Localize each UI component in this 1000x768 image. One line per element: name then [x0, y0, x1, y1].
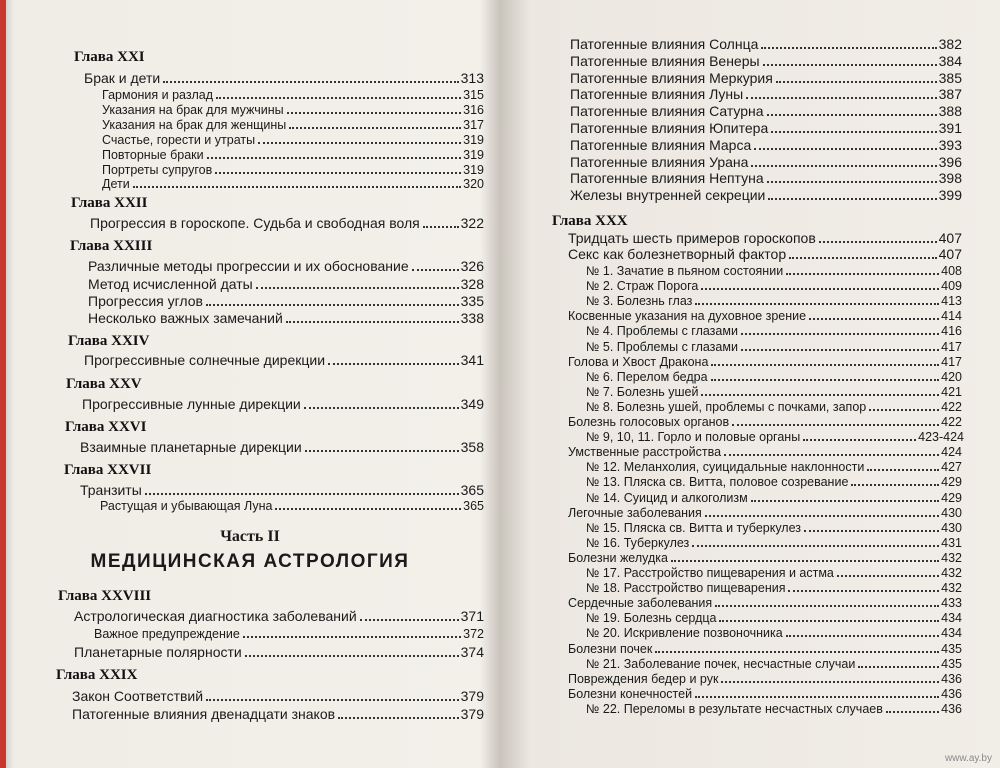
toc-entry[interactable] [586, 324, 962, 339]
dot-leader [163, 81, 458, 83]
toc-entry[interactable] [586, 340, 962, 355]
page-number: 365 [463, 499, 484, 513]
toc-entry[interactable] [570, 53, 962, 69]
toc-entry[interactable] [568, 309, 962, 324]
toc-entry[interactable] [586, 400, 962, 415]
entry-title: Умственные расстройства [568, 445, 722, 460]
dot-leader [804, 530, 939, 532]
page-number: 422 [941, 399, 962, 414]
toc-entry[interactable] [586, 264, 962, 279]
toc-entry[interactable] [586, 294, 962, 309]
dot-leader [360, 619, 459, 621]
entry-title: Метод исчисленной даты [88, 276, 253, 292]
entry-title: № 14. Суицид и алкоголизм [586, 490, 748, 505]
page-number: 408 [941, 264, 962, 278]
page-number: 434 [941, 626, 962, 641]
part-title: МЕДИЦИНСКАЯ АСТРОЛОГИЯ [90, 551, 410, 572]
dot-leader [206, 304, 459, 306]
page-number: 319 [463, 133, 484, 147]
page-number: 349 [460, 396, 484, 412]
dot-leader [695, 303, 939, 305]
entry-title: № 7. Болезнь ушей [586, 384, 699, 399]
entry-title: Болезни почек [568, 641, 653, 656]
toc-entry[interactable] [586, 491, 962, 506]
entry-title: Патогенные влияния Луны [570, 86, 744, 103]
entry-title: № 21. Заболевание почек, несчастные случаи [586, 656, 856, 671]
dot-leader [754, 148, 936, 150]
dot-leader [767, 181, 937, 183]
dot-leader [776, 81, 937, 83]
toc-entry[interactable] [90, 215, 484, 232]
page-number: 431 [941, 535, 962, 550]
page-number: 371 [460, 608, 484, 624]
entry-title: Повторные браки [102, 148, 204, 162]
entry-title: Транзиты [80, 482, 142, 498]
entry-title: Несколько важных замечаний [88, 310, 283, 326]
dot-leader [858, 666, 939, 668]
dot-leader [867, 469, 939, 471]
toc-entry[interactable] [74, 644, 484, 661]
dot-leader [886, 711, 939, 713]
entry-title: Прогрессия углов [88, 293, 203, 309]
toc-entry[interactable] [570, 154, 962, 170]
entry-title: Патогенные влияния Сатурна [570, 103, 764, 120]
dot-leader [289, 127, 461, 129]
page-number: 398 [938, 170, 962, 187]
page-number: 317 [463, 118, 484, 132]
dot-leader [819, 241, 937, 243]
page-number: 421 [941, 384, 962, 399]
entry-title: Болезни желудка [568, 550, 668, 565]
toc-entry[interactable] [88, 293, 484, 310]
dot-leader [216, 97, 461, 99]
chapter-heading: Глава XXIX [56, 667, 138, 683]
page-number: 430 [941, 520, 962, 535]
page-number: 416 [941, 324, 962, 339]
toc-entry[interactable] [72, 706, 484, 723]
toc-entry[interactable] [84, 352, 484, 369]
toc-entry[interactable] [570, 137, 962, 153]
entry-title: № 19. Болезнь сердца [586, 611, 717, 626]
chapter-heading: Глава XXV [66, 376, 142, 392]
toc-entry[interactable] [586, 370, 962, 385]
chapter-heading: Глава XXX [552, 213, 628, 229]
page-number: 313 [460, 70, 484, 86]
entry-title: Патогенные влияния Венеры [570, 52, 760, 69]
toc-entry[interactable] [568, 230, 962, 246]
toc-entry[interactable] [568, 415, 962, 430]
entry-title: Гармония и разлад [102, 88, 213, 102]
toc-entry[interactable] [102, 118, 484, 133]
dot-leader [304, 407, 459, 409]
toc-entry[interactable] [100, 499, 484, 514]
page-number: 429 [941, 490, 962, 505]
dot-leader [751, 165, 936, 167]
page-number: 420 [941, 369, 962, 384]
entry-title: Взаимные планетарные дирекции [80, 439, 302, 455]
entry-title: Патогенные влияния Юпитера [570, 120, 769, 136]
toc-entry[interactable] [570, 36, 962, 52]
dot-leader [133, 186, 461, 188]
entry-title: № 18. Расстройство пищеварения [586, 581, 786, 596]
page-number: 365 [460, 482, 484, 498]
page-number: 322 [460, 215, 484, 231]
entry-title: Прогрессия в гороскопе. Судьба и свободная воля [90, 215, 420, 231]
page-number: 319 [463, 163, 484, 177]
toc-entry[interactable] [586, 430, 964, 445]
dot-leader [786, 635, 939, 637]
page-number: 436 [941, 671, 962, 686]
dot-leader [771, 131, 936, 133]
entry-title: Астрологическая диагностика заболеваний [74, 608, 357, 624]
page-number: 436 [941, 701, 962, 716]
toc-entry[interactable] [570, 70, 962, 86]
page-number: 358 [460, 439, 484, 455]
dot-leader [692, 545, 939, 547]
entry-title: Железы внутренней секреции [570, 187, 766, 204]
page-number: 435 [941, 641, 962, 656]
entry-title: Прогрессивные лунные дирекции [82, 396, 301, 412]
entry-title: № 2. Страж Порога [586, 279, 699, 294]
toc-entry[interactable] [586, 460, 962, 475]
toc-entry[interactable] [568, 642, 962, 657]
entry-title: № 13. Пляска св. Витта, половое созревание [586, 475, 849, 490]
chapter-heading: Глава XXVI [65, 419, 147, 435]
dot-leader [275, 508, 461, 510]
entry-title: Счастье, горести и утраты [102, 133, 256, 147]
dot-leader [869, 409, 939, 411]
toc-entry[interactable] [568, 551, 962, 566]
entry-title: № 3. Болезнь глаз [586, 294, 693, 309]
page-number: 391 [938, 120, 962, 136]
entry-title: Тридцать шесть примеров гороскопов [568, 230, 816, 246]
toc-entry[interactable] [568, 445, 962, 460]
page-number: 429 [941, 475, 962, 490]
entry-title: Косвенные указания на духовное зрение [568, 309, 807, 324]
toc-entry[interactable] [568, 596, 962, 611]
dot-leader [423, 226, 459, 228]
entry-title: Важное предупреждение [94, 627, 240, 641]
entry-title: № 5. Проблемы с глазами [586, 339, 738, 354]
page-number: 316 [463, 103, 484, 117]
page-number: 407 [938, 246, 962, 262]
page-number: 328 [460, 276, 484, 292]
toc-entry[interactable] [102, 163, 484, 178]
toc-entry[interactable] [102, 103, 484, 118]
dot-leader [711, 364, 939, 366]
page-number: 413 [941, 294, 962, 309]
toc-entry[interactable] [568, 246, 962, 262]
dot-leader [715, 605, 939, 607]
dot-leader [206, 699, 459, 701]
page-number: 417 [941, 339, 962, 354]
dot-leader [655, 651, 939, 653]
entry-title: № 17. Расстройство пищеварения и астма [586, 566, 834, 580]
toc-entry[interactable] [586, 521, 962, 536]
toc-entry[interactable] [570, 170, 962, 186]
toc-entry[interactable] [72, 688, 484, 705]
dot-leader [328, 363, 459, 365]
page-number: 372 [463, 627, 484, 641]
entry-title: Патогенные влияния Солнца [570, 36, 759, 52]
entry-title: Патогенные влияния двенадцати знаков [72, 706, 336, 722]
page-number: 436 [941, 686, 962, 701]
page-number: 407 [938, 230, 962, 246]
entry-title: Патогенные влияния Марса [570, 136, 752, 153]
page-number: 423-424 [918, 430, 964, 445]
dot-leader [695, 696, 939, 698]
toc-entry[interactable] [586, 611, 962, 626]
toc-entry[interactable] [586, 475, 962, 490]
left-page [14, 0, 486, 768]
entry-title: Растущая и убывающая Луна [100, 499, 273, 513]
page-number: 387 [938, 86, 962, 103]
dot-leader [788, 590, 939, 592]
entry-title: № 12. Меланхолия, суицидальные наклонности [586, 460, 865, 475]
page-number: 319 [463, 148, 484, 162]
dot-leader [701, 288, 939, 290]
page-number: 393 [938, 136, 962, 153]
dot-leader [145, 493, 459, 495]
toc-entry[interactable] [586, 279, 962, 294]
dot-leader [711, 379, 940, 381]
entry-title: Дети [102, 177, 130, 191]
entry-title: Повреждения бедер и рук [568, 671, 719, 686]
page-number: 399 [938, 187, 962, 204]
toc-entry[interactable] [88, 258, 484, 275]
toc-entry[interactable] [94, 627, 484, 642]
page-number: 427 [941, 460, 962, 475]
page-number: 434 [941, 611, 962, 626]
toc-entry[interactable] [102, 148, 484, 163]
entry-title: № 6. Перелом бедра [586, 369, 708, 384]
entry-title: Брак и дети [84, 70, 161, 86]
chapter-heading: Глава XXVII [64, 462, 152, 478]
page-number: 320 [463, 177, 484, 191]
entry-title: № 22. Переломы в результате несчастных случаев [586, 701, 883, 716]
page-number: 414 [941, 309, 962, 324]
page-number: 341 [460, 352, 484, 368]
page-number: 424 [941, 445, 962, 460]
chapter-heading: Глава XXIII [70, 238, 153, 254]
page-number: 388 [938, 103, 962, 120]
page-number: 396 [938, 153, 962, 170]
entry-title: Сердечные заболевания [568, 596, 713, 611]
page-number: 385 [938, 69, 962, 86]
entry-title: № 9, 10, 11. Горло и половые органы [586, 430, 801, 445]
dot-leader [732, 424, 939, 426]
page-number: 433 [941, 596, 962, 611]
toc-entry[interactable] [570, 103, 962, 119]
dot-leader [207, 157, 462, 159]
toc-entry[interactable] [88, 310, 484, 327]
entry-title: Различные методы прогрессии и их обоснование [88, 258, 409, 274]
dot-leader [243, 636, 461, 638]
entry-title: Указания на брак для женщины [102, 118, 287, 132]
dot-leader [671, 560, 939, 562]
page-number: 384 [938, 52, 962, 69]
entry-title: Патогенные влияния Урана [570, 153, 749, 170]
dot-leader [256, 287, 459, 289]
chapter-heading: Глава XXVIII [58, 588, 152, 604]
dot-leader [338, 717, 459, 719]
dot-leader [763, 64, 937, 66]
dot-leader [258, 142, 461, 144]
toc-entry[interactable] [74, 608, 484, 625]
right-page [516, 0, 990, 768]
toc-entry[interactable] [586, 581, 962, 596]
dot-leader [741, 333, 939, 335]
entry-title: Болезни конечностей [568, 686, 693, 701]
entry-title: № 15. Пляска св. Витта и туберкулез [586, 520, 802, 535]
page-number: 326 [460, 258, 484, 274]
dot-leader [245, 655, 459, 657]
entry-title: № 20. Искривление позвоночника [586, 626, 783, 641]
entry-title: Патогенные влияния Нептуна [570, 170, 764, 187]
page-number: 338 [460, 310, 484, 326]
page-number: 379 [460, 688, 484, 704]
page-number: 409 [941, 279, 962, 294]
toc-entry[interactable] [102, 133, 484, 148]
toc-entry[interactable] [568, 355, 962, 370]
page-number: 432 [941, 566, 962, 580]
toc-entry[interactable] [80, 482, 484, 499]
page-number: 379 [460, 706, 484, 722]
dot-leader [724, 454, 939, 456]
dot-leader [746, 97, 936, 99]
dot-leader [721, 681, 939, 683]
entry-title: Указания на брак для мужчины [102, 103, 284, 117]
entry-title: Закон Соответствий [72, 688, 204, 704]
entry-title: Голова и Хвост Дракона [568, 354, 709, 369]
toc-entry[interactable] [570, 187, 962, 203]
dot-leader [803, 439, 916, 441]
toc-entry[interactable] [586, 536, 962, 551]
dot-leader [789, 257, 937, 259]
dot-leader [761, 47, 936, 49]
toc-entry[interactable] [80, 439, 484, 456]
dot-leader [837, 575, 939, 577]
page-number: 382 [938, 36, 962, 52]
chapter-heading: Глава XXI [74, 49, 145, 65]
entry-title: Прогрессивные солнечные дирекции [84, 352, 326, 368]
entry-title: Болезнь голосовых органов [568, 415, 730, 429]
dot-leader [215, 172, 461, 174]
entry-title: Легочные заболевания [568, 505, 702, 520]
page-number: 430 [941, 505, 962, 520]
toc-entry[interactable] [586, 626, 962, 641]
entry-title: № 16. Туберкулез [586, 535, 690, 550]
page-number: 432 [941, 581, 962, 596]
chapter-heading: Глава XXII [71, 195, 148, 211]
dot-leader [851, 484, 939, 486]
toc-entry[interactable] [570, 120, 962, 136]
entry-title: Портреты супругов [102, 163, 213, 177]
toc-entry[interactable] [84, 70, 484, 87]
toc-entry[interactable] [586, 702, 962, 717]
dot-leader [809, 318, 939, 320]
toc-entry[interactable] [102, 88, 484, 103]
toc-entry[interactable] [568, 506, 962, 521]
dot-leader [786, 273, 939, 275]
page-number: 435 [941, 656, 962, 671]
entry-title: № 4. Проблемы с глазами [586, 324, 738, 339]
toc-entry[interactable] [568, 687, 962, 702]
dot-leader [767, 114, 937, 116]
page-number: 374 [460, 644, 484, 660]
toc-entry[interactable] [570, 86, 962, 102]
entry-title: Патогенные влияния Меркурия [570, 69, 773, 86]
dot-leader [305, 450, 459, 452]
watermark: www.ay.by [944, 753, 992, 764]
toc-entry[interactable] [586, 657, 962, 672]
dot-leader [741, 349, 939, 351]
entry-title: Секс как болезнетворный фактор [568, 246, 787, 262]
page-number: 417 [941, 354, 962, 369]
page-number: 432 [941, 550, 962, 565]
dot-leader [768, 198, 936, 200]
dot-leader [412, 269, 459, 271]
toc-entry[interactable] [568, 672, 962, 687]
toc-entry[interactable] [82, 396, 484, 413]
toc-entry[interactable] [88, 276, 484, 293]
toc-entry[interactable] [586, 566, 962, 581]
page-number: 335 [460, 293, 484, 309]
dot-leader [286, 321, 459, 323]
part-label: Часть II [220, 528, 280, 545]
entry-title: № 8. Болезнь ушей, проблемы с почками, запор [586, 399, 867, 414]
dot-leader [751, 500, 939, 502]
dot-leader [705, 515, 939, 517]
dot-leader [719, 620, 939, 622]
page-number: 315 [463, 88, 484, 102]
entry-title: № 1. Зачатие в пьяном состоянии [586, 264, 784, 278]
dot-leader [701, 394, 939, 396]
toc-entry[interactable] [102, 177, 484, 192]
page-number: 422 [941, 415, 962, 429]
chapter-heading: Глава XXIV [68, 333, 150, 349]
toc-entry[interactable] [586, 385, 962, 400]
dot-leader [287, 112, 462, 114]
entry-title: Планетарные полярности [74, 644, 242, 660]
